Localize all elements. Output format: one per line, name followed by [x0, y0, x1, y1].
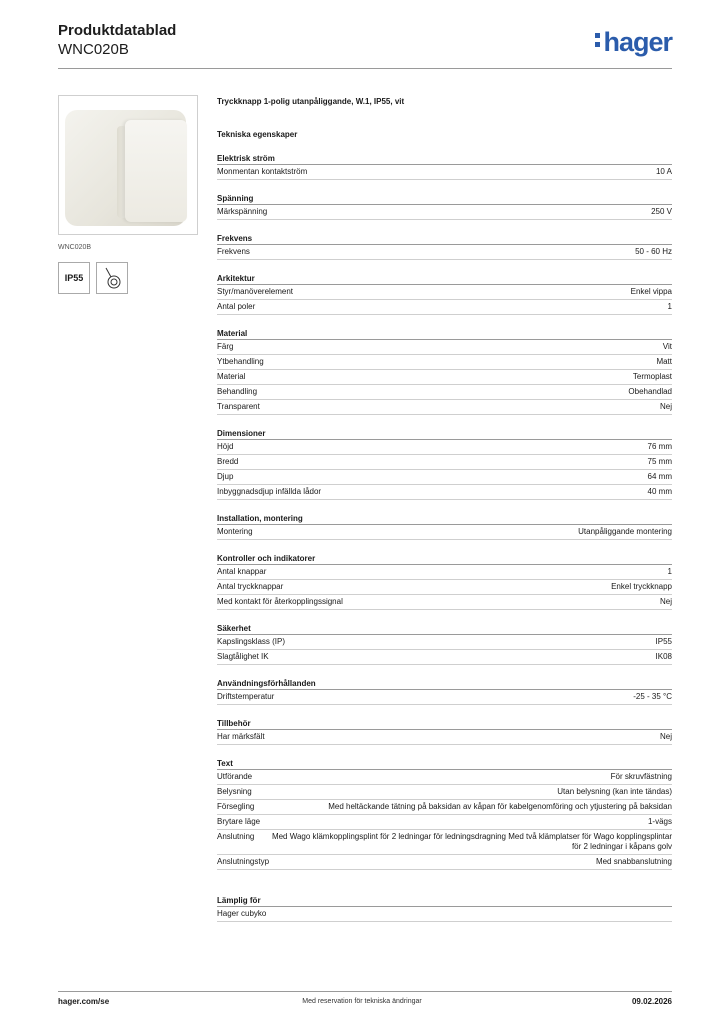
spec-row: [217, 855, 672, 870]
spec-label: Slagtålighet IK: [217, 652, 269, 661]
spec-row: [217, 400, 672, 415]
spec-label: Antal tryckknappar: [217, 582, 284, 591]
spec-row: [217, 800, 672, 815]
specs-heading: Tekniska egenskaper: [217, 130, 298, 139]
spec-row: [217, 650, 672, 665]
spec-value: Med heltäckande tätning på baksidan av kåpan för kabelgenomföring och ytjustering på baksidan: [328, 802, 672, 811]
section-title: Material: [217, 328, 672, 340]
spec-row: [217, 245, 672, 260]
section-title: Arkitektur: [217, 273, 672, 285]
spec-value: -25 - 35 °C: [633, 692, 672, 701]
spec-label: Antal poler: [217, 302, 256, 311]
footer-divider: [58, 991, 672, 992]
spec-section: [217, 895, 672, 922]
spec-value: Med Wago klämkopplingsplint för 2 ledningar för ledningsdragning Med två klämplatser för Wago kopplingsplintar för 2 ledningar i kåpans golv: [271, 832, 672, 851]
spec-row: [217, 165, 672, 180]
spec-value: 76 mm: [647, 442, 672, 451]
spec-content: [217, 96, 672, 922]
section-title: Lämplig för: [217, 895, 672, 907]
spec-value: 40 mm: [647, 487, 672, 496]
spec-value: Obehandlad: [628, 387, 672, 396]
spec-row: [217, 830, 672, 855]
spec-value: 50 - 60 Hz: [635, 247, 672, 256]
spec-row: [217, 730, 672, 745]
spec-label: Kapslingsklass (IP): [217, 637, 286, 646]
product-title: Tryckknapp 1-polig utanpåliggande, W.1, IP55, vit: [217, 97, 405, 106]
spec-label: Driftstemperatur: [217, 692, 275, 701]
section-title: Frekvens: [217, 233, 672, 245]
footer-disclaimer: Med reservation för tekniska ändringar: [302, 998, 422, 1005]
spec-label: Märkspänning: [217, 207, 268, 216]
spec-label: Färg: [217, 342, 234, 351]
image-caption: WNC020B: [58, 244, 92, 251]
spec-section: [217, 193, 672, 220]
spec-row: [217, 355, 672, 370]
spec-section: [217, 233, 672, 260]
spec-section: [217, 273, 672, 315]
spec-label: Belysning: [217, 787, 252, 796]
spec-value: Nej: [659, 732, 672, 741]
spec-row: [217, 485, 672, 500]
spec-section: [217, 513, 672, 540]
section-title: Användningsförhållanden: [217, 678, 672, 690]
spec-label: Ytbehandling: [217, 357, 264, 366]
spec-value: 1-vägs: [647, 817, 672, 826]
spec-label: Monmentan kontaktström: [217, 167, 308, 176]
spec-row: [217, 785, 672, 800]
spec-label: Antal knappar: [217, 567, 267, 576]
page-header: [58, 21, 176, 59]
hager-logo: [595, 27, 672, 57]
switch-rocker: [125, 120, 187, 222]
spec-value: IK08: [655, 652, 672, 661]
section-title: Dimensioner: [217, 428, 672, 440]
header-divider: [58, 68, 672, 69]
section-title: Tillbehör: [217, 718, 672, 730]
spec-row: [217, 580, 672, 595]
spec-label: Med kontakt för återkopplingssignal: [217, 597, 343, 606]
push-button-icon: [96, 262, 128, 294]
spec-label: Frekvens: [217, 247, 250, 256]
document-title: Produktdatablad: [58, 22, 177, 39]
switch-body: [65, 110, 186, 226]
spec-row: [217, 565, 672, 580]
spec-section: [217, 428, 672, 500]
spec-label: Montering: [217, 527, 253, 536]
section-title: Säkerhet: [217, 623, 672, 635]
spec-value: Utanpåliggande montering: [578, 527, 672, 536]
section-title: Installation, montering: [217, 513, 672, 525]
spec-row: [217, 470, 672, 485]
spec-value: IP55: [655, 637, 672, 646]
spec-value: Nej: [659, 402, 672, 411]
spec-label: Inbyggnadsdjup infällda lådor: [217, 487, 322, 496]
product-image: [58, 95, 198, 235]
spec-label: Styr/manöverelement: [217, 287, 294, 296]
spec-value: 1: [667, 302, 672, 311]
logo-dots-icon: [595, 33, 600, 51]
section-title: Spänning: [217, 193, 672, 205]
product-code: WNC020B: [58, 41, 129, 58]
section-title: Elektrisk ström: [217, 153, 672, 165]
spec-label: Utförande: [217, 772, 253, 781]
spec-value: Vit: [662, 342, 672, 351]
spec-row: [217, 815, 672, 830]
spec-row: [217, 300, 672, 315]
spec-label: Material: [217, 372, 246, 381]
spec-section: [217, 328, 672, 415]
spec-value: 64 mm: [647, 472, 672, 481]
spec-value: Med snabbanslutning: [595, 857, 672, 866]
section-title: Text: [217, 758, 672, 770]
spec-section: [217, 553, 672, 610]
section-title: Kontroller och indikatorer: [217, 553, 672, 565]
spec-value: Enkel vippa: [630, 287, 672, 296]
spec-row: [217, 205, 672, 220]
spec-label: Anslutningstyp: [217, 857, 270, 866]
spec-row: [217, 370, 672, 385]
spec-row: [217, 635, 672, 650]
spec-row: [217, 595, 672, 610]
spec-section: [217, 718, 672, 745]
spec-row: [217, 690, 672, 705]
spec-section: [217, 153, 672, 180]
spec-label: Försegling: [217, 802, 255, 811]
spec-row: [217, 385, 672, 400]
spec-label: Bredd: [217, 457, 239, 466]
spec-row: [217, 455, 672, 470]
spec-value: 250 V: [651, 207, 672, 216]
spec-label: Behandling: [217, 387, 258, 396]
spec-row: [217, 340, 672, 355]
spec-row: [217, 525, 672, 540]
spec-sections: [217, 153, 672, 922]
spec-section: [217, 623, 672, 665]
spec-value: Matt: [656, 357, 672, 366]
spec-value: Nej: [659, 597, 672, 606]
spec-label: Hager cubyko: [217, 909, 267, 918]
spec-label: Brytare läge: [217, 817, 261, 826]
spec-label: Djup: [217, 472, 234, 481]
spec-value: 75 mm: [647, 457, 672, 466]
ip-rating-badge: IP55: [58, 262, 90, 294]
spec-value: Utan belysning (kan inte tändas): [557, 787, 672, 796]
logo-text: hager: [603, 27, 672, 57]
spec-label: Anslutning: [217, 832, 255, 841]
spec-value: 10 A: [655, 167, 672, 176]
spec-row: [217, 285, 672, 300]
spec-label: Höjd: [217, 442, 234, 451]
spec-row: [217, 907, 672, 922]
spec-value: Termoplast: [632, 372, 672, 381]
spec-value: För skruvfästning: [610, 772, 672, 781]
spec-section: [217, 758, 672, 870]
spec-label: Transparent: [217, 402, 260, 411]
footer-website[interactable]: hager.com/se: [58, 997, 110, 1006]
footer-date: 09.02.2026: [631, 997, 672, 1006]
spec-value: 1: [667, 567, 672, 576]
spec-row: [217, 770, 672, 785]
spec-row: [217, 440, 672, 455]
spec-section: [217, 678, 672, 705]
spec-label: Har märksfält: [217, 732, 265, 741]
spec-value: Enkel tryckknapp: [611, 582, 672, 591]
